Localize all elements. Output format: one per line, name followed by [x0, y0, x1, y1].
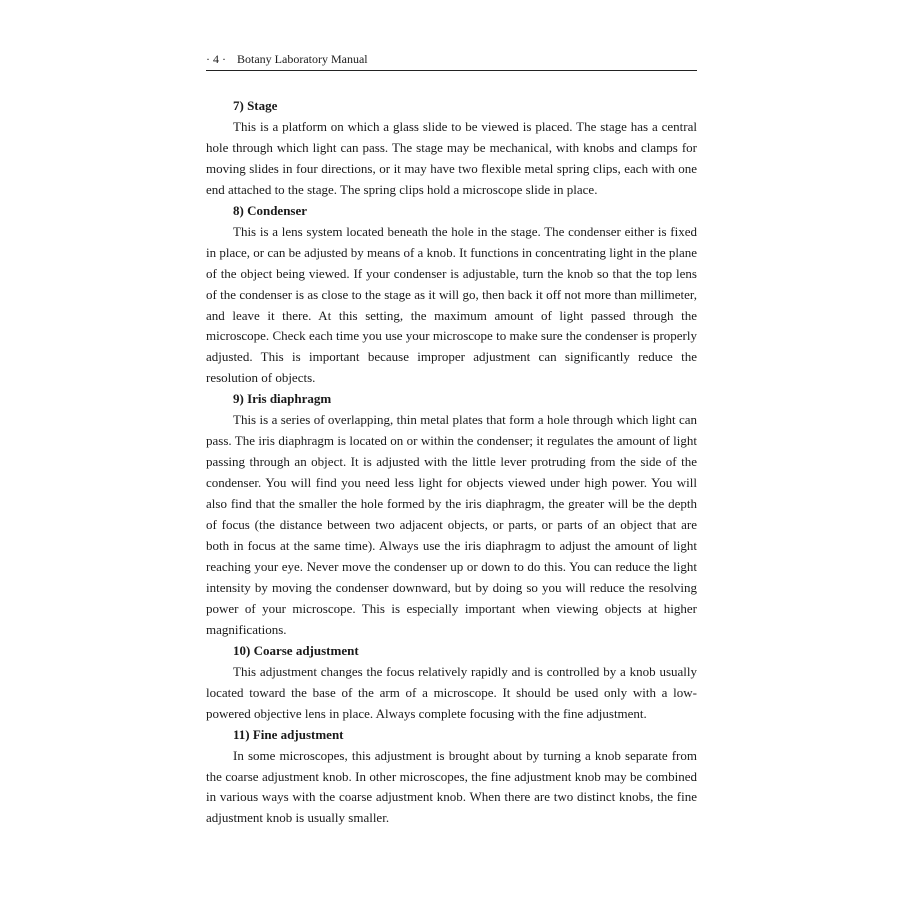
section-heading-stage: 7) Stage: [233, 98, 278, 113]
page-body: [206, 96, 697, 829]
section-body-stage: This is a platform on which a glass slide to be viewed is placed. The stage has a central hole through which light can pass. The stage may be mechanical, with knobs and clamps for moving slides in four directions, or it may have two flexible metal spring clips, each with one end attached to the stage. The spring clips hold a microscope slide in place.: [206, 118, 697, 197]
section-body-fine-adjustment: In some microscopes, this adjustment is brought about by turning a knob separate from the coarse adjustment knob. In other microscopes, the fine adjustment knob may be combined in various ways with the coarse adjustment knob. When there are two distinct knobs, the fine adjustment knob is usually smaller.: [206, 747, 697, 826]
section-body-iris-diaphragm: This is a series of overlapping, thin metal plates that form a hole through which light can pass. The iris diaphragm is located on or within the condenser; it regulates the amount of light passing through an object. It is adjusted with the little lever protruding from the side of the condenser. You will find you need less light for objects viewed under high power. You will also find that the smaller the hole formed by the iris diaphragm, the greater will be the depth of focus (the distance between two adjacent objects, or parts, or parts of an object that are both in focus at the same time). Always use the iris diaphragm to adjust the amount of light reaching your eye. Never move the condenser up or down to do this. You can reduce the light intensity by moving the condenser downward, but by doing so you will reduce the resolving power of your microscope. This is especially important when viewing objects at higher magnifications.: [206, 412, 697, 637]
section-heading-coarse-adjustment: 10) Coarse adjustment: [233, 642, 359, 658]
section-body-coarse-adjustment: This adjustment changes the focus relatively rapidly and is controlled by a knob usually located toward the base of the arm of a microscope. It should be used only with a low-powered objective lens in place. Always complete focusing with the fine adjustment.: [206, 663, 697, 721]
section-heading-condenser: 8) Condenser: [233, 202, 308, 218]
running-title: Botany Laboratory Manual: [237, 52, 368, 66]
section-body-condenser: This is a lens system located beneath the hole in the stage. The condenser either is fixed in place, or can be adjusted by means of a knob. It functions in concentrating light in the plane of the object being viewed. If your condenser is adjustable, turn the knob so that the top lens of the condenser is as close to the stage as it will go, then back it off not more than millimeter, and leave it there. At this setting, the maximum amount of light passed through the microscope. Check each time you use your microscope to make sure the condenser is properly adjusted. This is important because improper adjustment can significantly reduce the resolution of objects.: [206, 223, 697, 386]
section-heading-iris-diaphragm: 9) Iris diaphragm: [233, 391, 332, 407]
running-header: [206, 51, 697, 71]
page-number: · 4 ·: [206, 52, 226, 66]
section-heading-fine-adjustment: 11) Fine adjustment: [233, 726, 344, 742]
